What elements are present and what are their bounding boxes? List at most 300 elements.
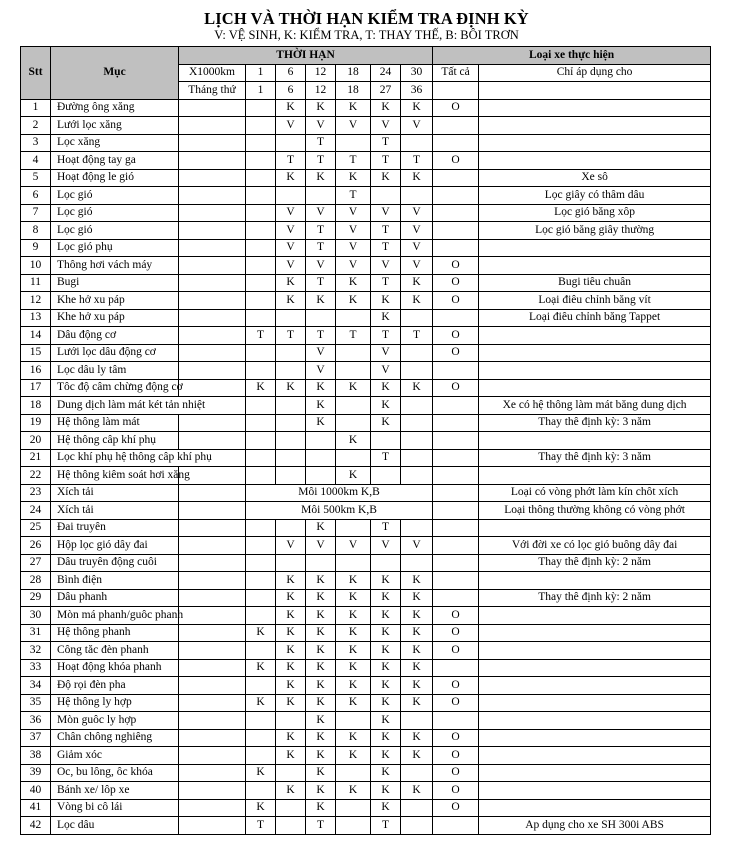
- row-interval-cell: T: [306, 327, 336, 345]
- row-applies-to: Với đời xe có lọc gió buông dây đai: [479, 537, 711, 555]
- row-interval-cell: [336, 554, 371, 572]
- row-interval-cell: [306, 432, 336, 450]
- row-km-blank: [179, 624, 246, 642]
- row-interval-cell: K: [371, 712, 401, 730]
- row-all-mark: [433, 712, 479, 730]
- row-interval-cell: [401, 397, 433, 415]
- row-interval-cell: K: [371, 292, 401, 310]
- row-applies-to: [479, 782, 711, 800]
- row-interval-cell: [246, 432, 276, 450]
- row-interval-cell: K: [276, 607, 306, 625]
- header-stt: Stt: [21, 47, 51, 100]
- row-applies-to: Thay thê định kỳ: 2 năm: [479, 554, 711, 572]
- row-interval-cell: K: [306, 379, 336, 397]
- row-interval-cell: [246, 782, 276, 800]
- row-interval-cell: K: [276, 677, 306, 695]
- row-interval-cell: [336, 519, 371, 537]
- row-interval-cell: V: [336, 222, 371, 240]
- header-empty: [479, 82, 711, 100]
- row-interval-cell: [276, 764, 306, 782]
- table-row: [21, 537, 711, 555]
- row-interval-cell: T: [306, 152, 336, 170]
- row-interval-cell: [401, 554, 433, 572]
- row-all-mark: [433, 397, 479, 415]
- row-all-mark: O: [433, 274, 479, 292]
- row-interval-cell: K: [336, 99, 371, 117]
- row-km-blank: [179, 572, 246, 590]
- table-row: [21, 432, 711, 450]
- row-interval-cell: V: [371, 257, 401, 275]
- table-row: [21, 204, 711, 222]
- row-interval-cell: T: [371, 327, 401, 345]
- row-all-mark: O: [433, 694, 479, 712]
- row-all-mark: [433, 572, 479, 590]
- row-all-mark: [433, 169, 479, 187]
- table-row: [21, 607, 711, 625]
- row-applies-to: Loại có vòng phớt làm kín chôt xích: [479, 484, 711, 502]
- row-interval-cell: K: [276, 589, 306, 607]
- row-stt: 34: [21, 677, 51, 695]
- row-applies-to: Xe sô: [479, 169, 711, 187]
- row-item: Hệ thông phanh: [51, 624, 179, 642]
- row-stt: 15: [21, 344, 51, 362]
- row-applies-to: [479, 764, 711, 782]
- row-item: Mòn má phanh/guôc phanh: [51, 607, 179, 625]
- row-interval-cell: [246, 677, 276, 695]
- row-all-mark: [433, 187, 479, 205]
- row-interval-cell: K: [246, 764, 276, 782]
- row-all-mark: O: [433, 327, 479, 345]
- row-interval-cell: T: [371, 134, 401, 152]
- row-interval-cell: K: [336, 292, 371, 310]
- row-all-mark: [433, 204, 479, 222]
- row-applies-to: Ap dụng cho xe SH 300i ABS: [479, 817, 711, 835]
- row-interval-cell: K: [276, 747, 306, 765]
- row-interval-cell: T: [306, 274, 336, 292]
- row-stt: 17: [21, 379, 51, 397]
- row-interval-cell: [336, 344, 371, 362]
- row-all-mark: O: [433, 764, 479, 782]
- row-stt: 26: [21, 537, 51, 555]
- row-applies-to: Bugi tiêu chuân: [479, 274, 711, 292]
- row-km-blank: [179, 782, 246, 800]
- row-km-blank: [179, 204, 246, 222]
- table-row: [21, 589, 711, 607]
- row-interval-cell: [246, 747, 276, 765]
- row-interval-cell: [336, 309, 371, 327]
- row-interval-cell: K: [306, 624, 336, 642]
- table-row: [21, 117, 711, 135]
- row-interval-cell: T: [276, 152, 306, 170]
- row-applies-to: [479, 677, 711, 695]
- row-interval-cell: K: [276, 659, 306, 677]
- row-interval-cell: [246, 642, 276, 660]
- row-all-mark: O: [433, 292, 479, 310]
- row-stt: 24: [21, 502, 51, 520]
- row-km-blank: [179, 432, 246, 450]
- row-interval-cell: K: [306, 169, 336, 187]
- row-stt: 35: [21, 694, 51, 712]
- row-interval-cell: [371, 432, 401, 450]
- row-interval-cell: [371, 187, 401, 205]
- row-interval-cell: [246, 589, 276, 607]
- row-applies-to: Loại điêu chỉnh băng Tappet: [479, 309, 711, 327]
- row-interval-cell: K: [276, 642, 306, 660]
- row-item: Khe hở xu páp: [51, 292, 179, 310]
- row-interval-cell: T: [246, 817, 276, 835]
- row-interval-cell: [276, 397, 306, 415]
- row-interval-cell: [276, 344, 306, 362]
- header-month-value: 12: [306, 82, 336, 100]
- row-item: Hệ thông làm mát: [51, 414, 179, 432]
- row-all-mark: [433, 519, 479, 537]
- row-interval-cell: [276, 712, 306, 730]
- row-interval-cell: V: [306, 257, 336, 275]
- table-row: [21, 169, 711, 187]
- row-interval-cell: K: [306, 589, 336, 607]
- header-loai-xe: Loại xe thực hiện: [433, 47, 711, 65]
- row-interval-cell: V: [336, 537, 371, 555]
- row-interval-cell: T: [401, 327, 433, 345]
- row-applies-to: [479, 134, 711, 152]
- header-km-value: 12: [306, 64, 336, 82]
- header-km-value: 18: [336, 64, 371, 82]
- row-interval-cell: K: [306, 292, 336, 310]
- header-km-value: 1: [246, 64, 276, 82]
- row-interval-cell: V: [306, 117, 336, 135]
- row-km-blank: [179, 712, 246, 730]
- row-interval-cell: V: [276, 222, 306, 240]
- row-all-mark: [433, 432, 479, 450]
- row-applies-to: [479, 572, 711, 590]
- row-applies-to: Lọc gió băng xôp: [479, 204, 711, 222]
- row-applies-to: [479, 257, 711, 275]
- row-interval-cell: [246, 414, 276, 432]
- row-interval-cell: T: [336, 327, 371, 345]
- row-interval-cell: V: [306, 537, 336, 555]
- row-item: Lưới lọc xăng: [51, 117, 179, 135]
- row-applies-to: [479, 747, 711, 765]
- row-all-mark: O: [433, 729, 479, 747]
- row-stt: 23: [21, 484, 51, 502]
- row-stt: 30: [21, 607, 51, 625]
- row-interval-cell: K: [336, 572, 371, 590]
- row-interval-cell: K: [306, 694, 336, 712]
- row-interval-cell: K: [336, 379, 371, 397]
- row-interval-cell: K: [336, 607, 371, 625]
- row-interval-cell: K: [371, 414, 401, 432]
- row-interval-cell: [401, 449, 433, 467]
- row-interval-cell: [246, 712, 276, 730]
- row-interval-cell: [276, 134, 306, 152]
- row-all-mark: O: [433, 782, 479, 800]
- row-interval-cell: K: [336, 729, 371, 747]
- table-row: [21, 134, 711, 152]
- row-item: Đai truyên: [51, 519, 179, 537]
- row-interval-cell: V: [371, 537, 401, 555]
- row-item: Mòn guôc ly hợp: [51, 712, 179, 730]
- header-month-value: 6: [276, 82, 306, 100]
- row-interval-cell: V: [276, 239, 306, 257]
- row-interval-cell: [336, 362, 371, 380]
- row-stt: 12: [21, 292, 51, 310]
- row-interval-cell: [306, 187, 336, 205]
- row-interval-cell: T: [306, 817, 336, 835]
- row-interval-cell: K: [401, 747, 433, 765]
- row-all-mark: [433, 309, 479, 327]
- table-row: [21, 817, 711, 835]
- row-interval-cell: [276, 187, 306, 205]
- row-stt: 29: [21, 589, 51, 607]
- row-item: Lọc dâu ly tâm: [51, 362, 179, 380]
- row-interval-cell: [401, 414, 433, 432]
- table-row: [21, 292, 711, 310]
- row-applies-to: [479, 432, 711, 450]
- row-km-blank: [179, 677, 246, 695]
- row-interval-cell: K: [336, 624, 371, 642]
- row-interval-cell: K: [336, 467, 371, 485]
- table-row: [21, 764, 711, 782]
- row-interval-cell: V: [336, 204, 371, 222]
- row-interval-cell: [276, 309, 306, 327]
- table-row: [21, 642, 711, 660]
- row-interval-cell: K: [306, 99, 336, 117]
- row-stt: 22: [21, 467, 51, 485]
- row-applies-to: [479, 362, 711, 380]
- row-interval-cell: [336, 817, 371, 835]
- row-interval-cell: [276, 799, 306, 817]
- row-interval-cell: K: [401, 782, 433, 800]
- table-row: [21, 484, 711, 502]
- row-interval-cell: K: [401, 274, 433, 292]
- header-tat-ca: Tất cả: [433, 64, 479, 82]
- row-interval-cell: T: [276, 327, 306, 345]
- row-interval-cell: [246, 222, 276, 240]
- header-chi-ap-dung: Chỉ áp dụng cho: [479, 64, 711, 82]
- row-applies-to: [479, 239, 711, 257]
- row-interval-cell: K: [401, 99, 433, 117]
- row-applies-to: [479, 327, 711, 345]
- row-interval-cell: [371, 554, 401, 572]
- header-km-value: 30: [401, 64, 433, 82]
- row-interval-cell: [246, 117, 276, 135]
- row-all-mark: [433, 554, 479, 572]
- row-interval-cell: K: [401, 169, 433, 187]
- row-interval-cell: [401, 817, 433, 835]
- row-km-blank: [179, 169, 246, 187]
- row-stt: 32: [21, 642, 51, 660]
- row-stt: 33: [21, 659, 51, 677]
- legend-subtitle: V: VỆ SINH, K: KIỂM TRA, T: THAY THẾ, B: BÔI TRƠN: [214, 28, 519, 42]
- row-item: Hộp lọc gió dây đai: [51, 537, 179, 555]
- table-row: [21, 152, 711, 170]
- row-applies-to: [479, 467, 711, 485]
- row-interval-cell: [306, 554, 336, 572]
- row-item: Khe hở xu páp: [51, 309, 179, 327]
- row-stt: 2: [21, 117, 51, 135]
- row-km-blank: [179, 99, 246, 117]
- row-interval-cell: K: [401, 624, 433, 642]
- row-interval-cell: K: [246, 659, 276, 677]
- row-km-blank: [179, 642, 246, 660]
- row-all-mark: O: [433, 747, 479, 765]
- row-interval-cell: [246, 362, 276, 380]
- row-interval-cell: K: [276, 782, 306, 800]
- row-interval-cell: [246, 729, 276, 747]
- row-item: Tôc độ câm chừng động cơ: [51, 379, 179, 397]
- row-all-mark: [433, 484, 479, 502]
- table-row: [21, 274, 711, 292]
- row-interval-merged: Môi 1000km K,B: [246, 484, 433, 502]
- row-applies-to: Xe có hệ thông làm mát băng dung dịch: [479, 397, 711, 415]
- row-stt: 9: [21, 239, 51, 257]
- row-stt: 40: [21, 782, 51, 800]
- table-row: [21, 187, 711, 205]
- row-all-mark: [433, 117, 479, 135]
- row-interval-cell: [371, 467, 401, 485]
- row-stt: 8: [21, 222, 51, 240]
- row-interval-cell: K: [371, 309, 401, 327]
- row-interval-cell: K: [371, 99, 401, 117]
- row-applies-to: [479, 519, 711, 537]
- row-interval-cell: [246, 134, 276, 152]
- row-km-blank: [179, 659, 246, 677]
- row-interval-cell: K: [371, 659, 401, 677]
- row-stt: 31: [21, 624, 51, 642]
- row-interval-cell: [276, 554, 306, 572]
- row-item: Oc, bu lông, ôc khóa: [51, 764, 179, 782]
- row-km-blank: [179, 379, 246, 397]
- table-row: [21, 519, 711, 537]
- row-interval-cell: V: [401, 537, 433, 555]
- row-applies-to: Lọc gió băng giây thường: [479, 222, 711, 240]
- table-row: [21, 222, 711, 240]
- row-interval-cell: V: [401, 257, 433, 275]
- row-interval-merged: Môi 500km K,B: [246, 502, 433, 520]
- table-row: [21, 624, 711, 642]
- row-interval-cell: K: [306, 572, 336, 590]
- row-item: Hoạt động khóa phanh: [51, 659, 179, 677]
- row-stt: 16: [21, 362, 51, 380]
- row-interval-cell: T: [371, 152, 401, 170]
- row-interval-cell: [246, 397, 276, 415]
- row-interval-cell: T: [246, 327, 276, 345]
- row-interval-cell: [401, 134, 433, 152]
- row-interval-cell: K: [371, 642, 401, 660]
- table-row: [21, 502, 711, 520]
- row-interval-cell: [336, 799, 371, 817]
- row-km-blank: [179, 309, 246, 327]
- row-interval-cell: K: [306, 677, 336, 695]
- row-interval-cell: K: [276, 694, 306, 712]
- row-interval-cell: [276, 519, 306, 537]
- row-interval-cell: V: [401, 204, 433, 222]
- row-interval-cell: [246, 537, 276, 555]
- row-km-blank: [179, 554, 246, 572]
- row-item: Hoạt động le gió: [51, 169, 179, 187]
- row-km-blank: [179, 152, 246, 170]
- row-interval-cell: K: [306, 607, 336, 625]
- row-interval-cell: [401, 432, 433, 450]
- row-interval-cell: K: [306, 747, 336, 765]
- header-muc: Mục: [51, 47, 179, 100]
- row-all-mark: O: [433, 642, 479, 660]
- row-km-blank: [179, 327, 246, 345]
- row-interval-cell: K: [276, 99, 306, 117]
- row-interval-cell: [306, 467, 336, 485]
- row-applies-to: [479, 152, 711, 170]
- row-applies-to: [479, 379, 711, 397]
- row-stt: 5: [21, 169, 51, 187]
- row-interval-cell: [246, 554, 276, 572]
- row-interval-cell: K: [401, 694, 433, 712]
- row-interval-cell: V: [306, 362, 336, 380]
- row-interval-cell: [246, 467, 276, 485]
- row-item: Thông hơi vách máy: [51, 257, 179, 275]
- row-interval-cell: K: [336, 589, 371, 607]
- row-all-mark: O: [433, 799, 479, 817]
- table-row: [21, 362, 711, 380]
- row-all-mark: O: [433, 99, 479, 117]
- row-interval-cell: K: [276, 274, 306, 292]
- table-row: [21, 572, 711, 590]
- row-interval-cell: T: [371, 519, 401, 537]
- row-km-blank: [179, 817, 246, 835]
- row-applies-to: Lọc giây có thâm dâu: [479, 187, 711, 205]
- row-item: Dung dịch làm mát két tản nhiệt: [51, 397, 179, 415]
- row-interval-cell: [246, 99, 276, 117]
- row-interval-cell: K: [336, 642, 371, 660]
- row-interval-cell: T: [371, 817, 401, 835]
- table-row: [21, 554, 711, 572]
- row-interval-cell: [276, 414, 306, 432]
- row-interval-cell: [276, 432, 306, 450]
- row-km-blank: [179, 274, 246, 292]
- row-interval-cell: K: [371, 782, 401, 800]
- row-item: Bình điện: [51, 572, 179, 590]
- row-item: Độ rọi đèn pha: [51, 677, 179, 695]
- row-interval-cell: [246, 572, 276, 590]
- row-item: Công tăc đèn phanh: [51, 642, 179, 660]
- row-interval-cell: T: [371, 274, 401, 292]
- row-item: Dâu phanh: [51, 589, 179, 607]
- row-km-blank: [179, 117, 246, 135]
- row-interval-cell: [246, 607, 276, 625]
- row-applies-to: [479, 694, 711, 712]
- row-all-mark: O: [433, 624, 479, 642]
- row-all-mark: [433, 817, 479, 835]
- row-stt: 25: [21, 519, 51, 537]
- row-interval-cell: V: [371, 362, 401, 380]
- row-item: Lưới lọc dâu động cơ: [51, 344, 179, 362]
- maintenance-schedule-table: [20, 46, 711, 835]
- header-km-label: X1000km: [179, 64, 246, 82]
- row-km-blank: [179, 362, 246, 380]
- header-month-value: 36: [401, 82, 433, 100]
- row-interval-cell: K: [276, 292, 306, 310]
- table-row: [21, 799, 711, 817]
- row-interval-cell: V: [306, 204, 336, 222]
- row-interval-cell: K: [401, 379, 433, 397]
- row-interval-cell: K: [306, 659, 336, 677]
- row-stt: 36: [21, 712, 51, 730]
- row-km-blank: [179, 484, 246, 502]
- row-interval-cell: [401, 344, 433, 362]
- row-interval-cell: [401, 467, 433, 485]
- row-interval-cell: K: [306, 519, 336, 537]
- row-stt: 10: [21, 257, 51, 275]
- row-interval-cell: K: [276, 379, 306, 397]
